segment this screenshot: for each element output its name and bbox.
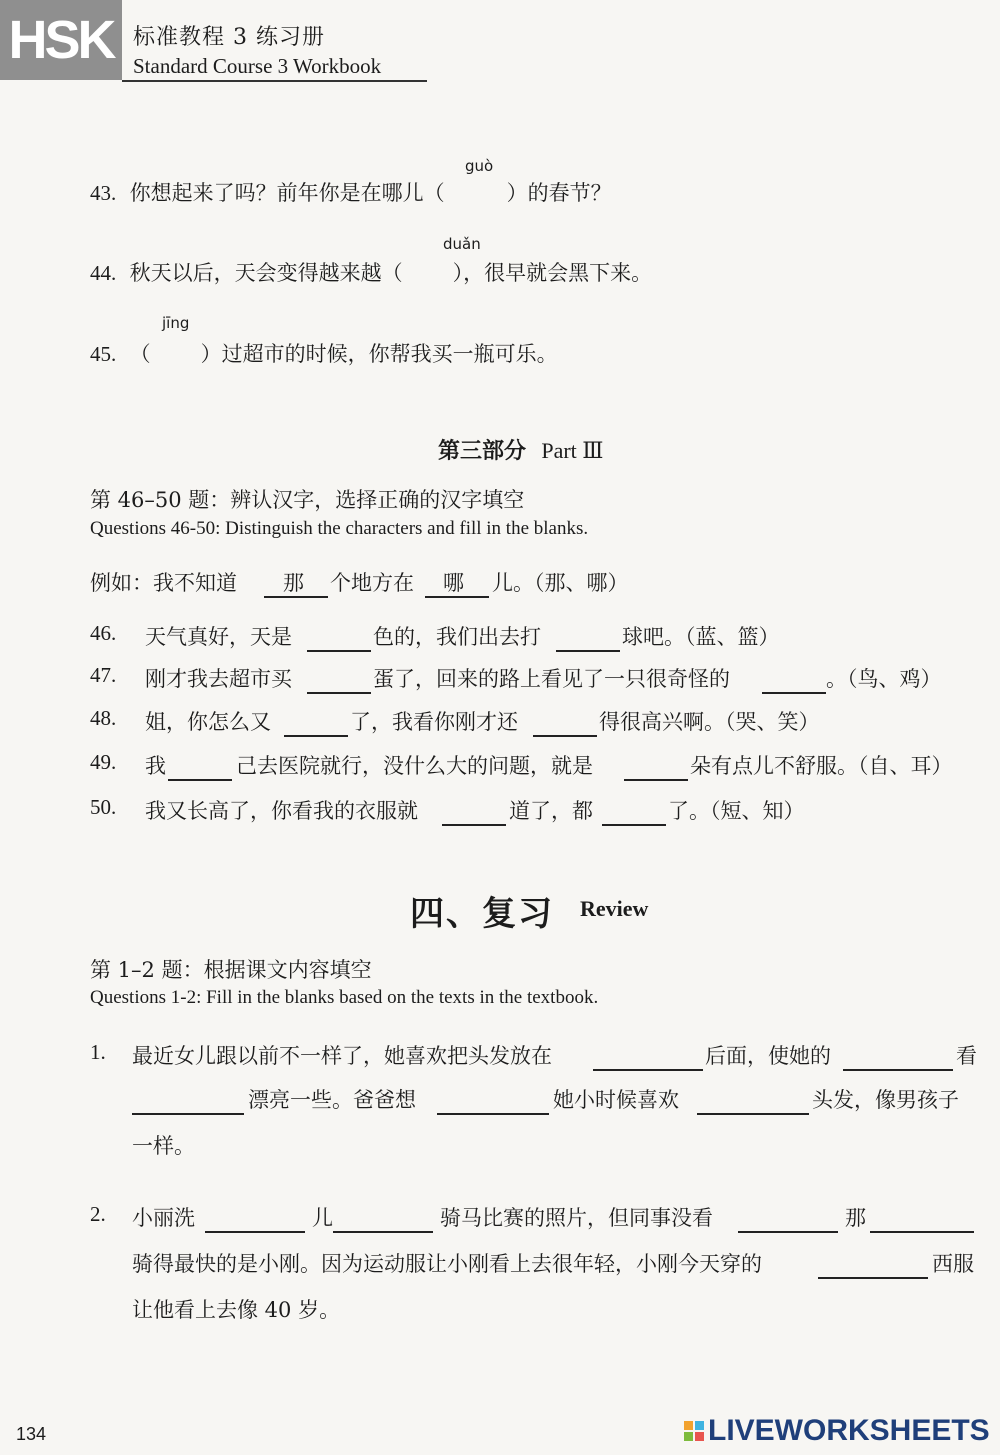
review-q2-seg: 西服 bbox=[932, 1252, 974, 1276]
answer-blank[interactable] bbox=[738, 1231, 838, 1233]
review-title-en: Review bbox=[580, 896, 649, 921]
answer-blank[interactable] bbox=[624, 779, 688, 781]
review-q1-seg: 一样。 bbox=[132, 1134, 195, 1158]
question-text-before: 秋天以后，天会变得越来越（ bbox=[129, 261, 403, 285]
instruction-cn: 第 46–50 题：辨认汉字，选择正确的汉字填空 bbox=[90, 488, 525, 512]
question-seg-2: 色的，我们出去打 bbox=[373, 625, 541, 649]
answer-blank[interactable] bbox=[533, 735, 597, 737]
section-title-part3 bbox=[438, 434, 604, 465]
review-q1-seg: 头发，像男孩子 bbox=[812, 1088, 959, 1112]
question-number: 45. bbox=[90, 342, 117, 366]
review-q2-seg: 儿 bbox=[312, 1206, 333, 1230]
question-text bbox=[90, 177, 612, 207]
answer-blank[interactable] bbox=[205, 1231, 305, 1233]
question-seg-3: 。（鸟、鸡） bbox=[826, 667, 942, 691]
question-seg-3: 得很高兴啊。（哭、笑） bbox=[599, 710, 820, 734]
page-number: 134 bbox=[16, 1424, 47, 1444]
question-seg-3: 朵有点儿不舒服。（自、耳） bbox=[690, 754, 953, 778]
answer-blank[interactable] bbox=[870, 1231, 974, 1233]
question-text-after: ），很早就会黑下来。 bbox=[452, 261, 653, 285]
header-title-cn: 标准教程 3 练习册 bbox=[133, 25, 325, 50]
question-seg-2: 蛋了，回来的路上看见了一只很奇怪的 bbox=[373, 667, 730, 691]
question-seg-2: 己去医院就行，没什么大的问题，就是 bbox=[236, 754, 593, 778]
review-instruction-cn: 第 1–2 题：根据课文内容填空 bbox=[90, 958, 372, 982]
question-seg-1: 刚才我去超市买 bbox=[145, 667, 292, 691]
answer-blank[interactable] bbox=[132, 1113, 244, 1115]
logo-square bbox=[695, 1432, 704, 1441]
question-seg-1: 我 bbox=[145, 754, 166, 778]
header-divider bbox=[122, 80, 427, 82]
watermark-text: LIVEWORKSHEETS bbox=[708, 1414, 990, 1447]
question-text bbox=[90, 257, 652, 287]
liveworksheets-watermark bbox=[684, 1414, 990, 1448]
question-text-after: ）的春节？ bbox=[506, 181, 612, 205]
question-number: 50. bbox=[90, 795, 117, 819]
answer-blank[interactable] bbox=[284, 735, 348, 737]
question-seg-3: 球吧。（蓝、篮） bbox=[622, 625, 780, 649]
question-number: 46. bbox=[90, 621, 117, 645]
review-q1-seg: 她小时候喜欢 bbox=[553, 1088, 679, 1112]
answer-blank[interactable] bbox=[442, 824, 506, 826]
review-q2-seg: 骑得最快的是小刚。因为运动服让小刚看上去很年轻，小刚今天穿的 bbox=[132, 1252, 762, 1276]
review-q1-seg: 看 bbox=[956, 1044, 977, 1068]
pinyin-hint: duǎn bbox=[443, 235, 481, 253]
example-prefix: 例如：我不知道 bbox=[90, 571, 237, 595]
question-seg-2: 道了，都 bbox=[509, 799, 593, 823]
example-blank-2 bbox=[425, 596, 489, 598]
hsk-logo: HSK bbox=[0, 0, 122, 80]
answer-blank[interactable] bbox=[437, 1113, 549, 1115]
question-number: 2. bbox=[90, 1202, 106, 1226]
question-text bbox=[90, 338, 558, 368]
answer-blank[interactable] bbox=[602, 824, 666, 826]
pinyin-hint: guò bbox=[465, 157, 494, 175]
section-title-en: Part Ⅲ bbox=[541, 438, 604, 463]
question-text-before: 你想起来了吗？前年你是在哪儿（ bbox=[129, 181, 445, 205]
question-number: 48. bbox=[90, 706, 117, 730]
question-seg-1: 我又长高了，你看我的衣服就 bbox=[145, 799, 418, 823]
question-seg-2: 了，我看你刚才还 bbox=[350, 710, 518, 734]
header-title-en: Standard Course 3 Workbook bbox=[133, 54, 382, 78]
review-title-cn: 四、复习 bbox=[410, 894, 554, 934]
review-q2-seg: 骑马比赛的照片，但同事没看 bbox=[440, 1206, 713, 1230]
instruction-en: Questions 46-50: Distinguish the characters and fill in the blanks. bbox=[90, 518, 589, 539]
logo-square bbox=[684, 1432, 693, 1441]
question-number: 49. bbox=[90, 750, 117, 774]
pinyin-hint: jīng bbox=[162, 314, 190, 332]
answer-blank[interactable] bbox=[556, 650, 620, 652]
logo-square bbox=[684, 1421, 693, 1430]
review-q1-seg: 最近女儿跟以前不一样了，她喜欢把头发放在 bbox=[132, 1044, 552, 1068]
example-blank-1 bbox=[264, 596, 328, 598]
review-q1-seg: 漂亮一些。爸爸想 bbox=[248, 1088, 416, 1112]
example-suffix: 儿。（那、哪） bbox=[492, 571, 629, 595]
review-q1-seg: 后面，使她的 bbox=[705, 1044, 831, 1068]
question-seg-1: 姐，你怎么又 bbox=[145, 710, 271, 734]
question-number: 43. bbox=[90, 181, 117, 205]
review-q2-seg: 那 bbox=[845, 1206, 866, 1230]
example-fill-2: 哪 bbox=[443, 571, 464, 595]
question-seg-3: 了。（短、知） bbox=[668, 799, 805, 823]
answer-blank[interactable] bbox=[697, 1113, 809, 1115]
review-q2-seg: 小丽洗 bbox=[132, 1206, 195, 1230]
question-text-before: （ bbox=[129, 342, 151, 366]
question-text-after: ）过超市的时候，你帮我买一瓶可乐。 bbox=[200, 342, 558, 366]
question-number: 47. bbox=[90, 663, 117, 687]
logo-square bbox=[695, 1421, 704, 1430]
answer-blank[interactable] bbox=[818, 1277, 928, 1279]
answer-blank[interactable] bbox=[307, 692, 371, 694]
answer-blank[interactable] bbox=[593, 1069, 703, 1071]
answer-blank[interactable] bbox=[843, 1069, 953, 1071]
answer-blank[interactable] bbox=[333, 1231, 433, 1233]
question-number: 44. bbox=[90, 261, 117, 285]
review-instruction-en: Questions 1-2: Fill in the blanks based on the texts in the textbook. bbox=[90, 987, 599, 1008]
review-q2-seg: 让他看上去像 40 岁。 bbox=[132, 1298, 341, 1322]
answer-blank[interactable] bbox=[762, 692, 826, 694]
example-middle: 个地方在 bbox=[330, 571, 414, 595]
answer-blank[interactable] bbox=[307, 650, 371, 652]
section-title-cn: 第三部分 bbox=[438, 438, 527, 464]
question-seg-1: 天气真好，天是 bbox=[145, 625, 292, 649]
liveworksheets-logo-icon bbox=[684, 1421, 704, 1441]
example-fill-1: 那 bbox=[283, 571, 304, 595]
answer-blank[interactable] bbox=[168, 779, 232, 781]
question-number: 1. bbox=[90, 1040, 106, 1064]
